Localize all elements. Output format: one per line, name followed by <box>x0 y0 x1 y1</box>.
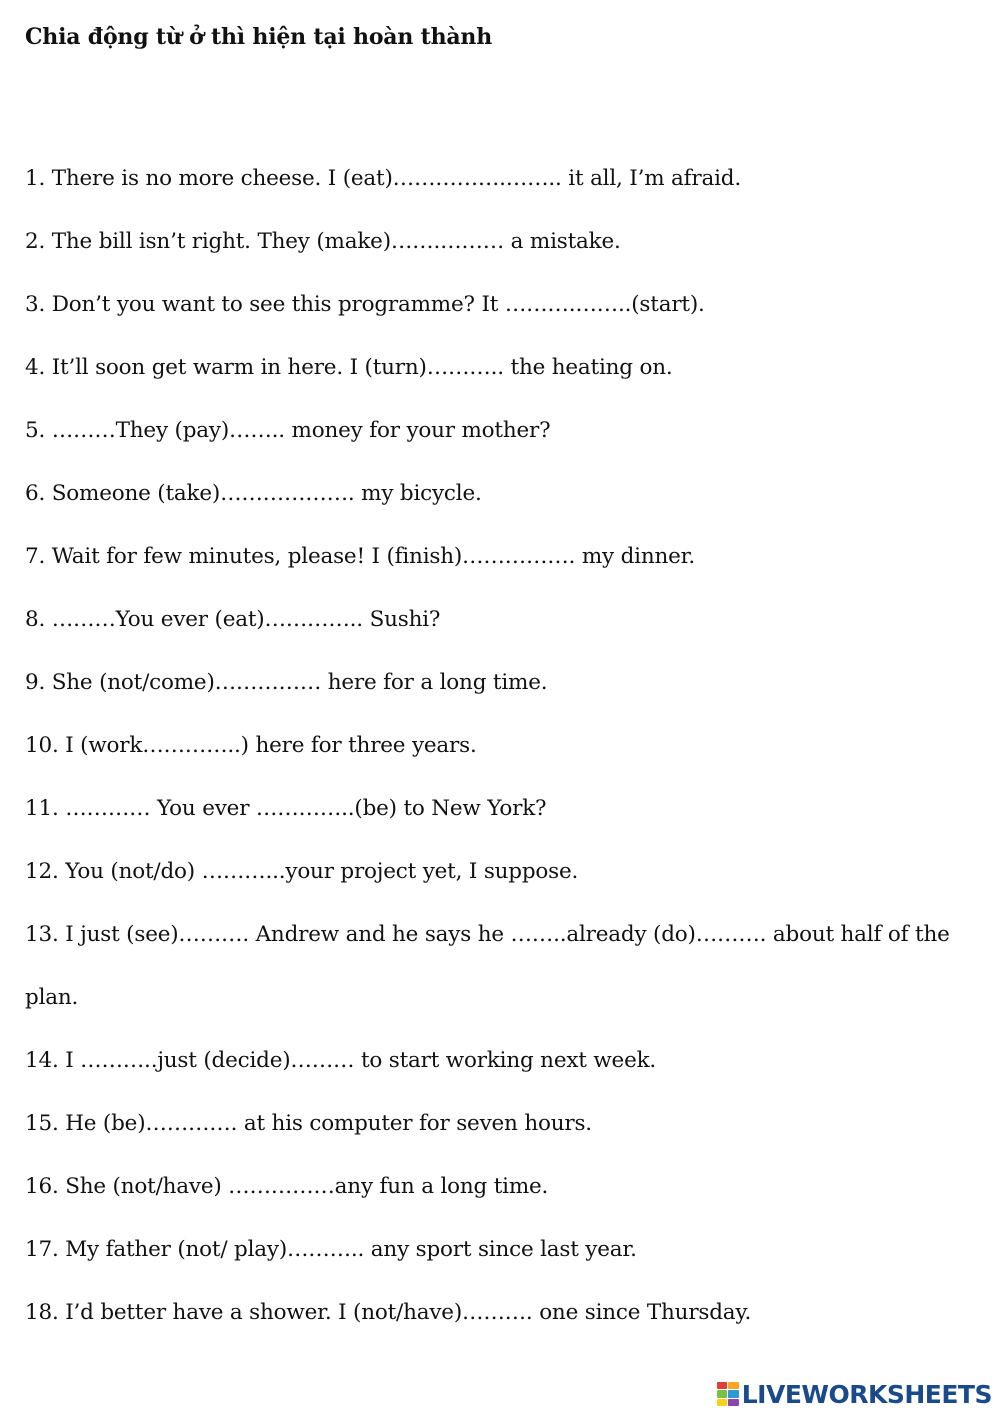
logo-tile <box>728 1390 739 1397</box>
exercise-item-13: 13. I just (see)………. Andrew and he says he ……..already (do)………. about half of the plan. <box>25 922 950 1010</box>
exercise-item-9: 9. She (not/come)…………… here for a long time. <box>25 670 548 695</box>
exercise-item-17: 17. My father (not/ play)……….. any sport since last year. <box>25 1237 637 1262</box>
liveworksheets-brand <box>717 1379 992 1409</box>
exercise-item-7: 7. Wait for few minutes, please! I (finish)……………. my dinner. <box>25 544 695 569</box>
logo-tile <box>717 1382 728 1389</box>
exercise-item-15: 15. He (be)…………. at his computer for seven hours. <box>25 1111 592 1136</box>
exercise-item-11: 11. ………… You ever …………..(be) to New York? <box>25 796 547 821</box>
logo-tile <box>717 1390 728 1397</box>
exercise-item-3: 3. Don’t you want to see this programme? It ……….……..(start). <box>25 292 705 317</box>
logo-tile <box>728 1399 739 1406</box>
page-title: Chia động từ ở thì hiện tại hoàn thành <box>25 24 493 50</box>
logo-tile <box>728 1382 739 1389</box>
exercise-item-8: 8. ………You ever (eat)………….. Sushi? <box>25 607 441 632</box>
exercise-item-5: 5. ………They (pay)…….. money for your mother? <box>25 418 551 443</box>
liveworksheets-logo-icon <box>717 1382 739 1406</box>
exercise-list <box>25 147 975 1344</box>
exercise-item-14: 14. I ………..just (decide)……… to start working next week. <box>25 1048 657 1073</box>
exercise-item-6: 6. Someone (take)………………. my bicycle. <box>25 481 482 506</box>
brand-text: LIVEWORKSHEETS <box>741 1379 992 1409</box>
exercise-item-1: 1. There is no more cheese. I (eat)…………….…….. it all, I’m afraid. <box>25 166 741 191</box>
exercise-item-2: 2. The bill isn’t right. They (make)…….……… a mistake. <box>25 229 621 254</box>
exercise-item-4: 4. It’ll soon get warm in here. I (turn)……….. the heating on. <box>25 355 673 380</box>
exercise-item-18: 18. I’d better have a shower. I (not/have)………. one since Thursday. <box>25 1300 752 1325</box>
logo-tile <box>717 1399 728 1406</box>
exercise-item-10: 10. I (work…………..) here for three years. <box>25 733 477 758</box>
exercise-item-16: 16. She (not/have) ……………any fun a long time. <box>25 1174 549 1199</box>
exercise-item-12: 12. You (not/do) ………...your project yet, I suppose. <box>25 859 579 884</box>
